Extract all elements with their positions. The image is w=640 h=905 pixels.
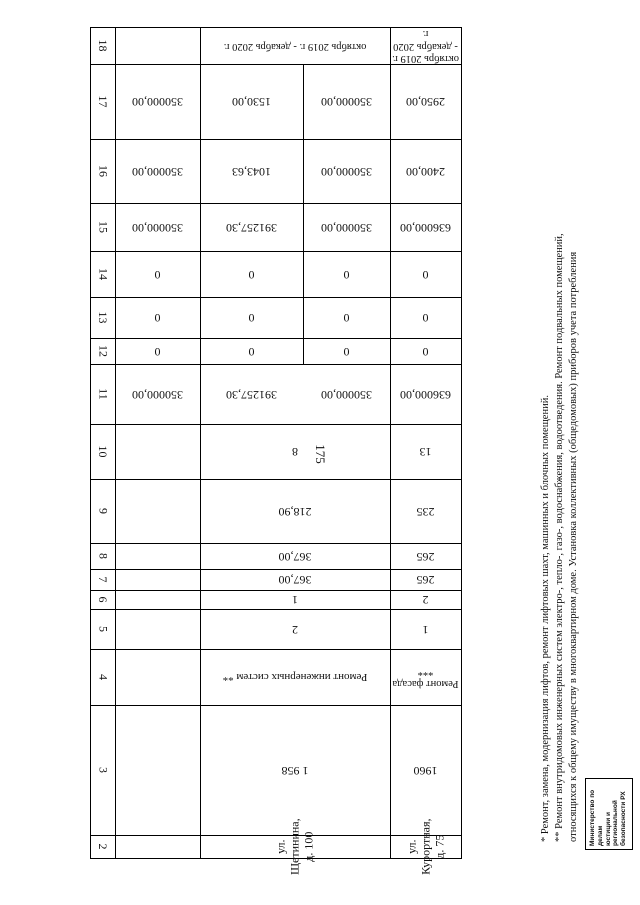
row5-c8: 265 [416, 549, 435, 564]
row4-c2: ул. Щетинина, д. 100 [273, 818, 315, 875]
page-number: 175 [313, 444, 328, 464]
col-header-4: 4 [96, 674, 111, 680]
row5-c2-wrap [390, 818, 461, 875]
ministry-stamp [585, 778, 633, 850]
col-header-13: 13 [96, 311, 111, 324]
row4-c13a: 0 [248, 311, 255, 326]
row5-c15: 636000,00 [400, 220, 451, 235]
row5-c12: 0 [422, 344, 429, 359]
row4-c16a: 1043,63 [232, 164, 271, 179]
row4-c8: 367,00 [278, 549, 312, 564]
row4-c11a: 391257,30 [226, 387, 277, 402]
row5-c5: 1 [422, 622, 429, 637]
col-header-2: 2 [96, 843, 111, 850]
footnotes [540, 52, 586, 842]
row4-c15a: 391257,30 [226, 220, 277, 235]
extra-c16: 350000,00 [132, 164, 183, 179]
col-header-18: 18 [96, 39, 111, 52]
row4-c14b: 0 [343, 267, 350, 282]
row5-c16: 2400,00 [406, 164, 445, 179]
row4-c4: Ремонт инженерных систем ** [222, 671, 368, 684]
col-header-15: 15 [96, 221, 111, 233]
row4-c12b: 0 [343, 344, 350, 359]
col-header-17: 17 [96, 95, 111, 108]
row4-c10: 8 [292, 445, 298, 460]
row5-c13: 0 [422, 311, 429, 326]
row5-c14: 0 [422, 267, 429, 282]
row4-c17a: 1530,00 [232, 95, 271, 110]
row4-c7: 367,00 [278, 573, 312, 588]
row5-c4: Ремонт фасада *** [392, 666, 459, 690]
stamp-line-3: безопасности РХ [620, 791, 628, 846]
footnote-3: относящихся к общему имуществу в многоквартирном доме. Установка коллективных (общедомовых) приборов учета потребления [568, 251, 579, 842]
col-header-3: 3 [96, 767, 111, 773]
row5-c7: 265 [416, 573, 435, 588]
stamp-line-2: юстиции и региональной [604, 800, 620, 846]
row4-c5: 2 [292, 622, 298, 637]
row4-period: октябрь 2019 г. - декабрь 2020 г. [223, 40, 367, 52]
extra-c14: 0 [154, 267, 161, 282]
footnote-1: * Ремонт, замена, модернизация лифтов, ремонт лифтовых шахт, машинных и блочных помещений. [540, 395, 551, 842]
row4-c14a: 0 [248, 267, 255, 282]
col-header-7: 7 [96, 576, 111, 583]
col-header-11: 11 [96, 388, 111, 400]
row5-c9: 235 [416, 504, 435, 519]
col-header-16: 16 [96, 165, 111, 177]
col-header-10: 10 [96, 445, 111, 458]
col-header-12: 12 [96, 345, 111, 357]
col-header-6: 6 [96, 596, 111, 603]
row5-c17: 2950,00 [406, 95, 445, 110]
row4-c16b: 350000,00 [321, 164, 372, 179]
extra-c17: 350000,00 [132, 95, 183, 110]
row5-period: октябрь 2019 г. - декабрь 2020 г. [392, 28, 459, 64]
row5-c11: 636000,00 [400, 387, 451, 402]
extra-c12: 0 [154, 344, 161, 359]
col-header-8: 8 [96, 553, 111, 559]
data-table [90, 27, 462, 875]
extra-c13: 0 [154, 311, 161, 326]
footnote-2: ** Ремонт внутридомовых инженерных систем электро-, тепло-, газо-, водоснабжения, водоотведения. Ремонт подвальных помещений, [554, 233, 565, 842]
row4-c11b: 350000,00 [321, 387, 372, 402]
col-header-14: 14 [96, 268, 111, 280]
col-header-5: 5 [96, 626, 111, 632]
row4-c9: 218,90 [278, 504, 312, 519]
row4-c6: 1 [292, 593, 298, 608]
extra-c11: 350000,00 [132, 387, 183, 402]
extra-c15: 350000,00 [132, 220, 183, 235]
col-header-9: 9 [96, 508, 111, 514]
row5-c2: ул. Курортная, д. 75 [403, 818, 446, 875]
row5-c10: 13 [419, 445, 432, 460]
row4-c2-wrap [200, 818, 390, 875]
row4-c17b: 350000,00 [321, 95, 372, 110]
row4-c15b: 350000,00 [321, 220, 372, 235]
row4-c12a: 0 [248, 344, 255, 359]
stamp-line-1: Министерство по делам [589, 789, 604, 846]
row4-c3: 1 958 [281, 763, 309, 778]
row5-c6: 2 [422, 593, 429, 608]
row4-c13b: 0 [343, 311, 350, 326]
row5-c3: 1960 [413, 763, 438, 778]
